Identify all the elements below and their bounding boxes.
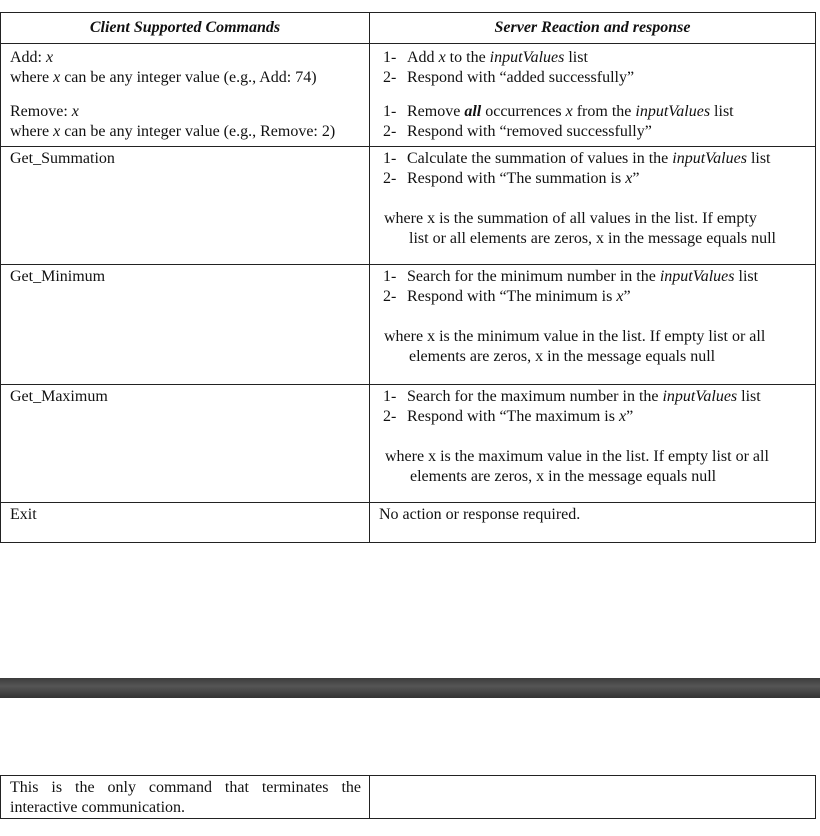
cell-minimum-response xyxy=(370,265,816,385)
cell-summation-response xyxy=(370,147,816,265)
summation-note: where x is the summation of all values in the list. If empty list or all elements are zeros, x in the message equals null xyxy=(384,210,776,247)
remove-description: where x can be any integer value (e.g., Remove: 2) xyxy=(10,123,336,140)
maximum-note: where x is the maximum value in the list. If empty list or all elements are zeros, x in the message equals null xyxy=(385,448,769,485)
list-item: 2- Respond with “The maximum is x” xyxy=(383,408,634,425)
list-item: 1- Add x to the inputValues list xyxy=(383,49,588,66)
table-row-maximum xyxy=(1,385,816,503)
exit-note-empty-cell xyxy=(370,776,816,819)
add-description: where x can be any integer value (e.g., Add: 74) xyxy=(10,69,317,86)
list-item: 1- Search for the maximum number in the inputValues list xyxy=(383,388,761,405)
list-item: 2- Respond with “The summation is x” xyxy=(383,170,640,187)
minimum-note: where x is the minimum value in the list. If empty list or all elements are zeros, x in the message equals null xyxy=(384,328,766,365)
table-row-exit xyxy=(1,503,816,543)
commands-table xyxy=(0,12,816,543)
list-item: 2- Respond with “The minimum is x” xyxy=(383,288,631,305)
list-item: 1- Calculate the summation of values in the inputValues list xyxy=(383,150,771,167)
page-break-bar xyxy=(0,678,820,698)
cell-minimum-command: Get_Minimum xyxy=(1,265,370,385)
cell-add-remove-response xyxy=(370,44,816,147)
header-server-response: Server Reaction and response xyxy=(370,13,816,44)
table-header-row xyxy=(1,13,816,44)
cell-maximum-command: Get_Maximum xyxy=(1,385,370,503)
add-command: Add: x xyxy=(10,49,54,66)
cell-maximum-response xyxy=(370,385,816,503)
list-item: 1- Remove all occurrences x from the inputValues list xyxy=(383,103,734,120)
cell-add-remove-command xyxy=(1,44,370,147)
exit-note-text: This is the only command that terminates the interactive communication. xyxy=(1,776,370,819)
table-row-summation xyxy=(1,147,816,265)
table-row xyxy=(1,776,816,819)
list-item: 2- Respond with “added successfully” xyxy=(383,69,635,86)
table-row-minimum xyxy=(1,265,816,385)
remove-command: Remove: x xyxy=(10,103,79,120)
list-item: 1- Search for the minimum number in the inputValues list xyxy=(383,268,759,285)
header-client-commands: Client Supported Commands xyxy=(1,13,370,44)
table-row-add-remove xyxy=(1,44,816,147)
cell-exit-command: Exit xyxy=(1,503,370,543)
cell-exit-response: No action or response required. xyxy=(370,503,816,543)
cell-summation-command: Get_Summation xyxy=(1,147,370,265)
list-item: 2- Respond with “removed successfully” xyxy=(383,123,652,140)
exit-note-table xyxy=(0,775,816,819)
